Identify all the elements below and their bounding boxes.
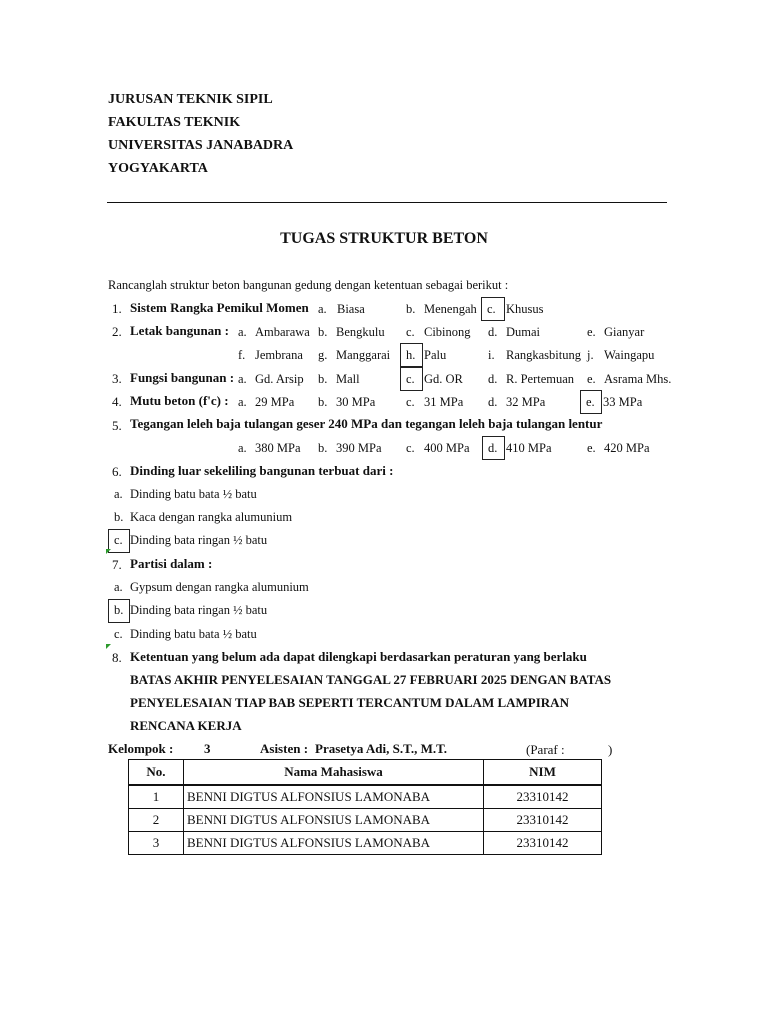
q3-opt-a-key: a.	[238, 372, 247, 386]
student-table	[128, 759, 602, 855]
q2-opt-g-key: g.	[318, 348, 328, 362]
q5-opt-c: 400 MPa	[424, 441, 470, 455]
col-header-no: No.	[129, 760, 184, 786]
table-header-row	[129, 760, 602, 786]
q8-line-4: RENCANA KERJA	[130, 718, 242, 733]
q8-line-2: BATAS AKHIR PENYELESAIAN TANGGAL 27 FEBRUARI 2025 DENGAN BATAS	[130, 672, 612, 687]
q2-opt-b: Bengkulu	[336, 325, 385, 339]
q7-opt-c-key: c.	[114, 627, 123, 641]
q7-opt-a-key: a.	[114, 580, 123, 594]
q1-opt-b-key: b.	[406, 302, 416, 316]
q8-line-3: PENYELESAIAN TIAP BAB SEPERTI TERCANTUM DALAM LAMPIRAN	[130, 695, 569, 710]
cell-no: 2	[129, 809, 184, 832]
q5-label: Tegangan leleh baja tulangan geser 240 MPa dan tegangan leleh baja tulangan lentur	[130, 416, 603, 431]
q6-opt-c: Dinding bata ringan ½ batu	[130, 533, 268, 547]
q4-opt-b-key: b.	[318, 395, 328, 409]
document-title: TUGAS STRUKTUR BETON	[280, 230, 488, 247]
q3-opt-b: Mall	[336, 372, 360, 386]
q3-selected-box	[400, 367, 423, 391]
q5-opt-e: 420 MPa	[604, 441, 650, 455]
q4-selected-box	[580, 390, 602, 414]
q2-opt-b-key: b.	[318, 325, 328, 339]
cell-nim: 23310142	[484, 785, 602, 809]
university-name: UNIVERSITAS JANABADRA	[108, 138, 294, 153]
q3-opt-d-key: d.	[488, 372, 498, 386]
q7-opt-a: Gypsum dengan rangka alumunium	[130, 580, 309, 594]
q6-selected-box	[108, 529, 130, 553]
q7-selected-box	[108, 599, 130, 623]
q2-number: 2.	[112, 324, 122, 339]
q2-opt-h-key: h.	[406, 348, 416, 362]
q2-opt-c-key: c.	[406, 325, 415, 339]
q3-opt-b-key: b.	[318, 372, 328, 386]
q1-opt-a-key: a.	[318, 302, 327, 316]
q5-number: 5.	[112, 418, 122, 433]
comment-marker-icon	[106, 549, 111, 554]
q6-label: Dinding luar sekeliling bangunan terbuat dari :	[130, 463, 394, 478]
paraf-label: (Paraf :	[526, 742, 565, 757]
q4-opt-b: 30 MPa	[336, 395, 376, 409]
group-value: 3	[204, 741, 211, 756]
q5-opt-c-key: c.	[406, 441, 415, 455]
q1-opt-a: Biasa	[337, 302, 365, 316]
q2-label: Letak bangunan :	[130, 323, 229, 338]
q2-opt-e-key: e.	[587, 325, 596, 339]
q2-opt-e: Gianyar	[604, 325, 645, 339]
table-row	[129, 785, 602, 809]
group-label: Kelompok :	[108, 741, 174, 756]
q3-opt-c-key: c.	[406, 372, 415, 386]
q5-opt-a-key: a.	[238, 441, 247, 455]
q1-opt-c: Khusus	[506, 302, 544, 316]
cell-name: BENNI DIGTUS ALFONSIUS LAMONABA	[184, 832, 484, 855]
cell-name: BENNI DIGTUS ALFONSIUS LAMONABA	[184, 809, 484, 832]
q2-opt-i-key: i.	[488, 348, 495, 362]
q2-opt-h: Palu	[424, 348, 447, 362]
faculty-name: FAKULTAS TEKNIK	[108, 115, 241, 130]
q2-opt-j-key: j.	[587, 348, 594, 362]
q2-opt-j: Waingapu	[604, 348, 655, 362]
dept-name: JURUSAN TEKNIK SIPIL	[108, 92, 273, 107]
q2-opt-g: Manggarai	[336, 348, 391, 362]
q5-selected-box	[482, 436, 505, 460]
q5-opt-d: 410 MPa	[506, 441, 552, 455]
q4-opt-e: 33 MPa	[603, 395, 643, 409]
q4-label: Mutu beton (f'c) :	[130, 393, 229, 408]
q6-opt-b: Kaca dengan rangka alumunium	[130, 510, 293, 524]
q1-opt-b: Menengah	[424, 302, 477, 316]
q8-number: 8.	[112, 650, 122, 665]
table-row	[129, 809, 602, 832]
q4-opt-e-key: e.	[586, 395, 595, 409]
q7-opt-b: Dinding bata ringan ½ batu	[130, 603, 268, 617]
q1-opt-c-key: c.	[487, 302, 496, 316]
comment-marker-icon	[106, 644, 111, 649]
q6-number: 6.	[112, 464, 122, 479]
q7-opt-b-key: b.	[114, 603, 124, 617]
assistant-label: Asisten :	[260, 741, 309, 756]
q3-number: 3.	[112, 371, 122, 386]
col-header-name: Nama Mahasiswa	[184, 760, 484, 786]
cell-name: BENNI DIGTUS ALFONSIUS LAMONABA	[184, 785, 484, 809]
header-divider	[107, 202, 667, 203]
cell-no: 1	[129, 785, 184, 809]
q2-opt-f-key: f.	[238, 348, 246, 362]
q3-opt-a: Gd. Arsip	[255, 372, 304, 386]
q1-label: Sistem Rangka Pemikul Momen	[130, 300, 309, 315]
q6-opt-a-key: a.	[114, 487, 123, 501]
q7-opt-c: Dinding batu bata ½ batu	[130, 627, 257, 641]
q5-opt-b: 390 MPa	[336, 441, 382, 455]
q5-opt-e-key: e.	[587, 441, 596, 455]
q3-opt-d: R. Pertemuan	[506, 372, 575, 386]
q6-opt-c-key: c.	[114, 533, 123, 547]
q1-selected-box	[481, 297, 505, 321]
q3-opt-c: Gd. OR	[424, 372, 463, 386]
city-name: YOGYAKARTA	[108, 161, 208, 176]
q4-opt-a: 29 MPa	[255, 395, 295, 409]
col-header-nim: NIM	[484, 760, 602, 786]
q2-opt-a-key: a.	[238, 325, 247, 339]
q6-opt-a: Dinding batu bata ½ batu	[130, 487, 257, 501]
q2-selected-box	[400, 343, 423, 367]
intro-text: Rancanglah struktur beton bangunan gedung dengan ketentuan sebagai berikut :	[108, 278, 509, 292]
q5-opt-d-key: d.	[488, 441, 498, 455]
q2-opt-d: Dumai	[506, 325, 541, 339]
q8-line-1: Ketentuan yang belum ada dapat dilengkapi berdasarkan peraturan yang berlaku	[130, 649, 587, 664]
q2-opt-i: Rangkasbitung	[506, 348, 581, 362]
q5-opt-a: 380 MPa	[255, 441, 301, 455]
paraf-close: )	[608, 742, 613, 757]
cell-no: 3	[129, 832, 184, 855]
assistant-name: Prasetya Adi, S.T., M.T.	[315, 741, 448, 756]
table-row	[129, 832, 602, 855]
q5-opt-b-key: b.	[318, 441, 328, 455]
q3-opt-e-key: e.	[587, 372, 596, 386]
q6-opt-b-key: b.	[114, 510, 124, 524]
q2-opt-a: Ambarawa	[255, 325, 310, 339]
q2-opt-d-key: d.	[488, 325, 498, 339]
q3-opt-e: Asrama Mhs.	[604, 372, 672, 386]
q4-opt-a-key: a.	[238, 395, 247, 409]
q4-opt-c-key: c.	[406, 395, 415, 409]
q4-opt-d: 32 MPa	[506, 395, 546, 409]
q4-opt-d-key: d.	[488, 395, 498, 409]
q4-number: 4.	[112, 394, 122, 409]
cell-nim: 23310142	[484, 809, 602, 832]
q2-opt-f: Jembrana	[255, 348, 303, 362]
q2-opt-c: Cibinong	[424, 325, 471, 339]
cell-nim: 23310142	[484, 832, 602, 855]
q1-number: 1.	[112, 301, 122, 316]
q7-label: Partisi dalam :	[130, 556, 213, 571]
q3-label: Fungsi bangunan :	[130, 370, 235, 385]
q4-opt-c: 31 MPa	[424, 395, 464, 409]
q7-number: 7.	[112, 557, 122, 572]
